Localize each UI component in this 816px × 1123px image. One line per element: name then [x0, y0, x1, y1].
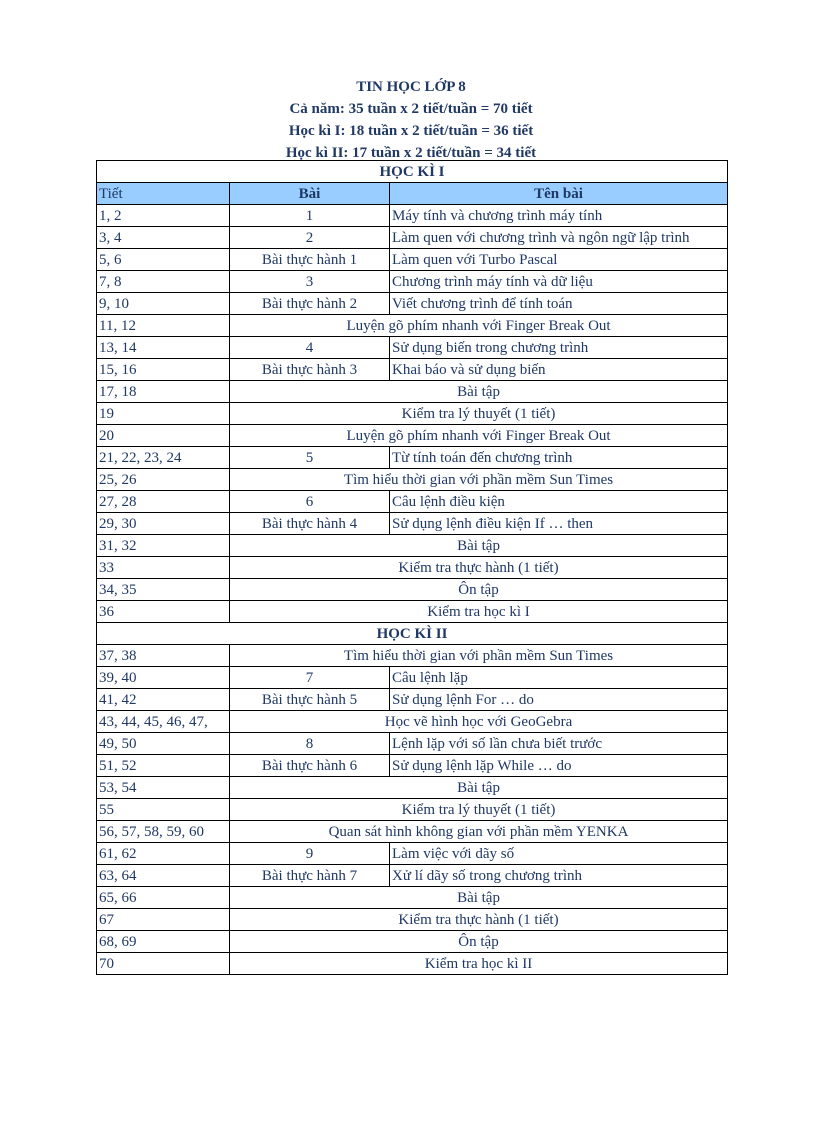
cell-tiet: 68, 69	[97, 931, 230, 953]
cell-tiet: 20	[97, 425, 230, 447]
cell-merged-topic: Kiểm tra lý thuyết (1 tiết)	[230, 403, 728, 425]
cell-ten-bai: Lệnh lặp với số lần chưa biết trước	[390, 733, 728, 755]
cell-bai: 7	[230, 667, 390, 689]
table-row	[97, 337, 728, 359]
table-row	[97, 293, 728, 315]
cell-ten-bai: Máy tính và chương trình máy tính	[390, 205, 728, 227]
cell-merged-topic: Bài tập	[230, 381, 728, 403]
table-row	[97, 491, 728, 513]
cell-tiet: 29, 30	[97, 513, 230, 535]
cell-tiet: 33	[97, 557, 230, 579]
cell-tiet: 17, 18	[97, 381, 230, 403]
cell-merged-topic: Quan sát hình không gian với phần mềm YENKA	[230, 821, 728, 843]
cell-ten-bai: Chương trình máy tính và dữ liệu	[390, 271, 728, 293]
table-row	[97, 359, 728, 381]
cell-bai: Bài thực hành 7	[230, 865, 390, 887]
cell-tiet: 19	[97, 403, 230, 425]
cell-ten-bai: Sử dụng lệnh lặp While … do	[390, 755, 728, 777]
table-row	[97, 799, 728, 821]
cell-merged-topic: Kiểm tra thực hành (1 tiết)	[230, 909, 728, 931]
cell-tiet: 70	[97, 953, 230, 975]
cell-ten-bai: Xử lí dãy số trong chương trình	[390, 865, 728, 887]
cell-tiet: 61, 62	[97, 843, 230, 865]
cell-merged-topic: Bài tập	[230, 535, 728, 557]
table-row	[97, 711, 728, 733]
table-row	[97, 513, 728, 535]
table-row	[97, 755, 728, 777]
cell-bai: Bài thực hành 6	[230, 755, 390, 777]
cell-ten-bai: Từ tính toán đến chương trình	[390, 447, 728, 469]
cell-tiet: 39, 40	[97, 667, 230, 689]
cell-tiet: 5, 6	[97, 249, 230, 271]
table-row	[97, 843, 728, 865]
table-row	[97, 447, 728, 469]
cell-tiet: 37, 38	[97, 645, 230, 667]
cell-merged-topic: Kiểm tra học kì II	[230, 953, 728, 975]
cell-merged-topic: Bài tập	[230, 887, 728, 909]
table-row	[97, 821, 728, 843]
cell-bai: Bài thực hành 4	[230, 513, 390, 535]
table-row	[97, 469, 728, 491]
cell-ten-bai: Viết chương trình để tính toán	[390, 293, 728, 315]
cell-bai: 5	[230, 447, 390, 469]
hk1-summary: Học kì I: 18 tuần x 2 tiết/tuần = 36 tiết	[288, 123, 534, 139]
cell-merged-topic: Bài tập	[230, 777, 728, 799]
table-row	[97, 909, 728, 931]
cell-tiet: 3, 4	[97, 227, 230, 249]
cell-merged-topic: Tìm hiểu thời gian với phần mềm Sun Times	[230, 645, 728, 667]
table-row	[97, 667, 728, 689]
cell-bai: 2	[230, 227, 390, 249]
table-row	[97, 535, 728, 557]
cell-tiet: 36	[97, 601, 230, 623]
cell-tiet: 65, 66	[97, 887, 230, 909]
cell-merged-topic: Học vẽ hình học với GeoGebra	[230, 711, 728, 733]
curriculum-table	[96, 160, 728, 975]
cell-tiet: 31, 32	[97, 535, 230, 557]
doc-title: TIN HỌC LỚP 8	[356, 79, 466, 95]
table-row	[97, 887, 728, 909]
table-row	[97, 689, 728, 711]
header-tiet: Tiết	[97, 183, 230, 205]
cell-tiet: 56, 57, 58, 59, 60	[97, 821, 230, 843]
table-row	[97, 557, 728, 579]
cell-tiet: 1, 2	[97, 205, 230, 227]
cell-ten-bai: Sử dụng biến trong chương trình	[390, 337, 728, 359]
semester-2-title: HỌC KÌ II	[97, 623, 728, 645]
cell-ten-bai: Làm việc với dãy số	[390, 843, 728, 865]
cell-merged-topic: Tìm hiểu thời gian với phần mềm Sun Times	[230, 469, 728, 491]
table-row	[97, 579, 728, 601]
table-row	[97, 271, 728, 293]
header-ten-bai: Tên bài	[390, 183, 728, 205]
table-row	[97, 315, 728, 337]
cell-tiet: 9, 10	[97, 293, 230, 315]
cell-bai: 6	[230, 491, 390, 513]
table-row	[97, 953, 728, 975]
table-row	[97, 865, 728, 887]
table-row	[97, 601, 728, 623]
cell-tiet: 53, 54	[97, 777, 230, 799]
table-row	[97, 425, 728, 447]
semester-1-title: HỌC KÌ I	[97, 161, 728, 183]
table-row	[97, 205, 728, 227]
cell-bai: Bài thực hành 2	[230, 293, 390, 315]
cell-tiet: 43, 44, 45, 46, 47,	[97, 711, 230, 733]
cell-ten-bai: Sử dụng lệnh điều kiện If … then	[390, 513, 728, 535]
table-row	[97, 381, 728, 403]
header-bai: Bài	[230, 183, 390, 205]
cell-tiet: 49, 50	[97, 733, 230, 755]
cell-tiet: 41, 42	[97, 689, 230, 711]
cell-tiet: 7, 8	[97, 271, 230, 293]
cell-tiet: 25, 26	[97, 469, 230, 491]
document-heading	[96, 76, 726, 164]
cell-tiet: 21, 22, 23, 24	[97, 447, 230, 469]
cell-ten-bai: Sử dụng lệnh For … do	[390, 689, 728, 711]
cell-bai: Bài thực hành 5	[230, 689, 390, 711]
cell-ten-bai: Làm quen với chương trình và ngôn ngữ lập trình	[390, 227, 728, 249]
cell-tiet: 55	[97, 799, 230, 821]
table-row	[97, 227, 728, 249]
cell-merged-topic: Ôn tập	[230, 931, 728, 953]
table-row	[97, 733, 728, 755]
table-row	[97, 645, 728, 667]
hk2-summary: Học kì II: 17 tuần x 2 tiết/tuần = 34 tiết	[285, 145, 537, 161]
cell-bai: 8	[230, 733, 390, 755]
table-row	[97, 403, 728, 425]
cell-ten-bai: Câu lệnh điều kiện	[390, 491, 728, 513]
cell-tiet: 51, 52	[97, 755, 230, 777]
cell-merged-topic: Ôn tập	[230, 579, 728, 601]
cell-merged-topic: Kiểm tra lý thuyết (1 tiết)	[230, 799, 728, 821]
cell-tiet: 34, 35	[97, 579, 230, 601]
cell-bai: 4	[230, 337, 390, 359]
table-row	[97, 931, 728, 953]
cell-tiet: 63, 64	[97, 865, 230, 887]
cell-tiet: 27, 28	[97, 491, 230, 513]
cell-ten-bai: Làm quen với Turbo Pascal	[390, 249, 728, 271]
cell-ten-bai: Khai báo và sử dụng biến	[390, 359, 728, 381]
table-header-row	[97, 183, 728, 205]
cell-tiet: 11, 12	[97, 315, 230, 337]
cell-merged-topic: Luyện gõ phím nhanh với Finger Break Out	[230, 315, 728, 337]
year-summary: Cả năm: 35 tuần x 2 tiết/tuần = 70 tiết	[289, 101, 533, 117]
cell-bai: 1	[230, 205, 390, 227]
table-row	[97, 249, 728, 271]
semester-1-title-row	[97, 161, 728, 183]
cell-tiet: 67	[97, 909, 230, 931]
cell-tiet: 13, 14	[97, 337, 230, 359]
cell-tiet: 15, 16	[97, 359, 230, 381]
cell-ten-bai: Câu lệnh lặp	[390, 667, 728, 689]
cell-bai: 3	[230, 271, 390, 293]
cell-merged-topic: Luyện gõ phím nhanh với Finger Break Out	[230, 425, 728, 447]
semester-2-title-row	[97, 623, 728, 645]
cell-merged-topic: Kiểm tra học kì I	[230, 601, 728, 623]
cell-merged-topic: Kiểm tra thực hành (1 tiết)	[230, 557, 728, 579]
cell-bai: 9	[230, 843, 390, 865]
table-row	[97, 777, 728, 799]
cell-bai: Bài thực hành 1	[230, 249, 390, 271]
cell-bai: Bài thực hành 3	[230, 359, 390, 381]
